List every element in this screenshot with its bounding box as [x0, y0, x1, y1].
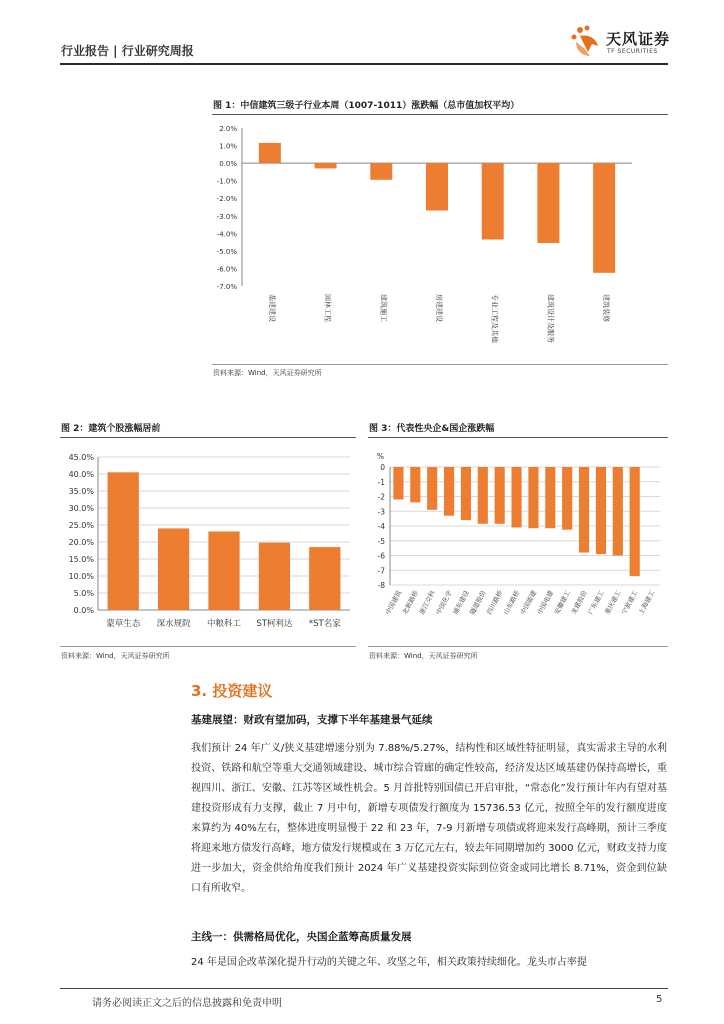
y-axis-unit: % — [376, 452, 384, 461]
x-category-label: 宁波建工 — [620, 589, 640, 616]
y-tick-label: -6.0% — [216, 265, 237, 274]
x-category-label: 中国能建 — [518, 589, 539, 616]
page-number: 5 — [656, 994, 663, 1005]
y-tick-label: 0.0% — [73, 606, 94, 615]
x-category-label: 山东路桥 — [502, 589, 522, 616]
x-category-label: 上海建工 — [637, 589, 657, 616]
logo-text: 天风证券 — [606, 30, 671, 48]
bar-7 — [593, 163, 615, 273]
tf-logo-icon — [566, 22, 606, 62]
figure3-title: 图 3：代表性央企&国企涨跌幅 — [369, 424, 495, 434]
y-tick-label: 0 — [380, 463, 385, 472]
bar-11 — [562, 467, 572, 530]
bar-7 — [495, 467, 505, 524]
bar-1 — [393, 467, 403, 499]
footer-disclaimer: 请务必阅读正文之后的信息披露和免责申明 — [92, 998, 282, 1009]
x-category-label: 蒙草生态 — [106, 619, 141, 629]
y-tick-label: -1.0% — [216, 177, 237, 186]
x-category-label: 四川路桥 — [485, 589, 505, 616]
x-category-label: 深水规院 — [156, 619, 191, 629]
subheading-infrastructure: 基建展望：财政有望加码，支撑下半年基建景气延续 — [191, 714, 433, 726]
y-tick-label: 10.0% — [68, 572, 94, 581]
report-header-title: 行业报告 | 行业研究周报 — [61, 44, 194, 58]
x-category-label: *ST名家 — [308, 619, 341, 629]
bar-9 — [528, 467, 538, 528]
figure3-source: 资料来源：Wind，天风证券研究所 — [369, 652, 478, 660]
y-tick-label: 35.0% — [68, 487, 94, 496]
y-tick-label: -1 — [377, 477, 385, 487]
figure1-top-line — [212, 114, 668, 115]
bar-3 — [370, 163, 392, 180]
y-tick-label: -8 — [377, 581, 385, 590]
figure3-bottom-line — [368, 646, 668, 647]
figure2-top-line — [60, 437, 356, 438]
bar-5 — [482, 163, 504, 239]
bar-3 — [208, 531, 239, 610]
x-category-label: 园林工程 — [323, 294, 332, 322]
y-tick-label: 20.0% — [68, 538, 94, 547]
figure2-title: 图 2：建筑个股涨幅居前 — [61, 424, 161, 434]
figure1-title: 图 1：中信建筑三级子行业本周（1007-1011）涨跌幅（总市值加权平均） — [213, 101, 520, 111]
bar-10 — [545, 467, 555, 528]
figure2-source: 资料来源：Wind，天风证券研究所 — [61, 652, 170, 660]
x-category-label: 浦东建设 — [451, 589, 471, 616]
section-title: 3. 投资建议 — [191, 682, 273, 700]
bar-13 — [596, 467, 606, 554]
y-tick-label: -6 — [377, 551, 385, 561]
x-category-label: 房建建设 — [435, 294, 443, 322]
bar-2 — [410, 467, 420, 502]
paragraph-mainline-one: 24 年是国企改革深化提升行动的关键之年、攻坚之年，相关政策持续细化。龙头市占率提 — [191, 957, 587, 968]
y-tick-label: -4.0% — [216, 230, 237, 239]
y-tick-label: 30.0% — [68, 504, 94, 513]
y-tick-label: -5.0% — [216, 247, 237, 256]
bar-4 — [259, 543, 290, 610]
x-category-label: 安徽建工 — [552, 589, 572, 616]
y-tick-label: -7.0% — [216, 283, 237, 291]
x-category-label: 北新路桥 — [400, 589, 421, 616]
x-category-label: 广东建工 — [586, 589, 606, 616]
figure2-bottom-line — [60, 646, 356, 647]
logo-subtext: TF SECURITIES — [607, 48, 658, 55]
bar-1 — [259, 143, 281, 163]
paragraph-infrastructure: 我们预计 24 年广义/狭义基建增速分别为 7.88%/5.27%，结构性和区域性特征明显，真实需求主导的水利投资、铁路和航空等重大交通领域建设、城市综合管廊的确定性较高，经济发达区域基建仍保持高增长，重视四川、浙江、安徽、江苏等区域性机会。5 月首批特别国债已开启审批，“常态化”发行预计年内有望对基建投资形成有力支撑，截止 7 月中旬，新增专项债发行额度为 15736.53 亿元，按照全年的发行额度进度来算约为 40%左右，整体进度明显慢于 22 和 23 年，7-9 月新增专项债或将迎来发行高峰期，预计三季度将迎来地方债发行高峰，地方债发行规模或在 3 万亿元左右，较去年同期增加约 3000 亿元，财政支持力度进一步加大，资金供给角度我们预计 2024 年广义基建投资实际到位资金或同比增长 8.71%，资金到位缺口有所收窄。 — [191, 743, 667, 894]
y-tick-label: -2.0% — [216, 195, 237, 204]
subheading-mainline-one: 主线一：供需格局优化，央国企蓝筹高质量发展 — [191, 931, 412, 943]
bar-3 — [427, 467, 437, 510]
bar-6 — [478, 467, 488, 524]
figure2-chart — [60, 442, 356, 642]
y-tick-label: 25.0% — [68, 521, 94, 530]
figure3-chart — [368, 442, 668, 642]
figure3-top-line — [368, 437, 668, 438]
figure1-source: 资料来源：Wind，天风证券研究所 — [213, 369, 322, 377]
y-tick-label: -5 — [377, 536, 385, 546]
x-category-label: 建筑设计及服务 — [546, 294, 555, 343]
y-tick-label: -3 — [377, 507, 385, 517]
x-category-label: 中国化学 — [434, 589, 454, 616]
bar-1 — [108, 472, 139, 610]
bar-12 — [579, 467, 589, 553]
y-tick-label: 2.0% — [219, 125, 237, 133]
x-category-label: 龙建股份 — [569, 589, 589, 616]
figure1-bottom-line — [212, 364, 668, 365]
y-tick-label: 45.0% — [68, 453, 94, 462]
y-tick-label: -7 — [377, 566, 385, 576]
y-tick-label: -2 — [377, 492, 385, 502]
bar-4 — [426, 163, 448, 210]
y-tick-label: 15.0% — [68, 555, 94, 564]
bar-8 — [512, 467, 522, 527]
figure1-chart — [212, 118, 668, 362]
x-category-label: 中国电建 — [535, 589, 556, 616]
bar-2 — [315, 163, 337, 168]
header-divider — [60, 63, 668, 65]
bar-14 — [613, 467, 623, 556]
x-category-label: 建筑装修 — [602, 294, 611, 322]
y-tick-label: 1.0% — [219, 142, 237, 151]
x-category-label: 中国建筑 — [383, 589, 404, 616]
x-category-label: 建筑施工 — [379, 294, 388, 322]
y-tick-label: 40.0% — [68, 470, 94, 479]
bar-5 — [309, 547, 340, 610]
footer-divider — [60, 988, 668, 989]
y-tick-label: -3.0% — [216, 212, 237, 221]
bar-15 — [630, 467, 640, 576]
bar-6 — [537, 163, 559, 243]
x-category-label: 基建建设 — [267, 294, 276, 322]
y-tick-label: 5.0% — [73, 589, 94, 598]
bar-2 — [158, 528, 189, 610]
bar-4 — [444, 467, 454, 516]
x-category-label: ST柯利达 — [256, 619, 293, 629]
y-tick-label: -4 — [377, 522, 385, 531]
x-category-label: 隧道股份 — [468, 589, 488, 616]
x-category-label: 专业工程及其他 — [490, 294, 499, 343]
bar-5 — [461, 467, 471, 520]
x-category-label: 浙江交科 — [417, 589, 437, 616]
x-category-label: 重庆建工 — [603, 589, 623, 616]
x-category-label: 中粮科工 — [206, 619, 242, 629]
y-tick-label: 0.0% — [219, 160, 237, 169]
